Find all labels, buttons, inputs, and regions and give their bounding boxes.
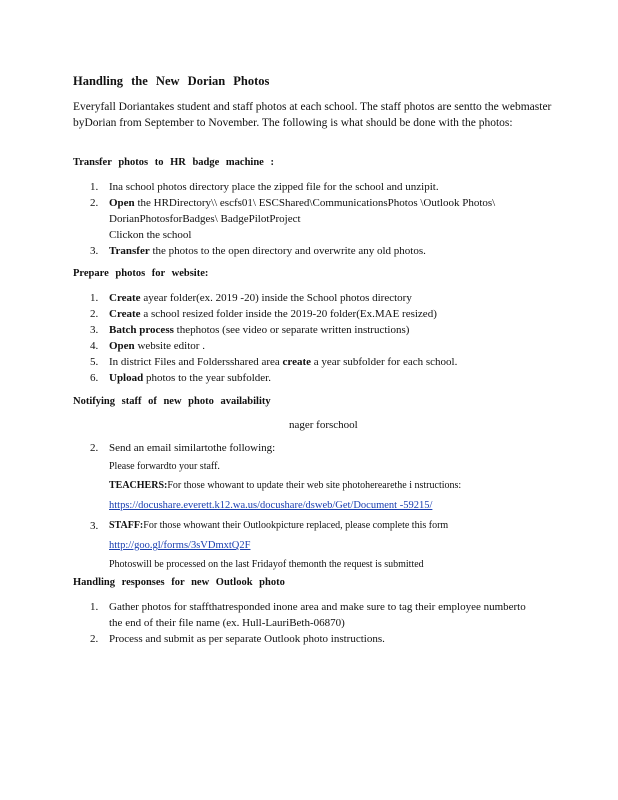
list-item: 2. Create a school resized folder inside the 2019-20 folder(Ex.MAE resized) bbox=[90, 308, 437, 320]
list-item: 2. Open the HRDirectory\\ escfs01\ ESCShared\CommunicationsPhotos \Outlook Photos\ DorianPhotosforBadges\ BadgePilotProject Clickon the school bbox=[90, 197, 496, 241]
notify-fragment: nager forschool bbox=[289, 419, 358, 431]
responses-list bbox=[90, 599, 530, 647]
responses-heading: Handling responses for new Outlook photo bbox=[73, 577, 285, 588]
forward-text: Please forwardto your staff. bbox=[109, 461, 220, 472]
list-item: 2. Send an email similartothe following: bbox=[90, 442, 276, 454]
list-item: 1. Ina school photos directory place the zipped file for the school and unzipit. bbox=[90, 181, 439, 193]
teachers-line: TEACHERS:For those whowant to update their web site photoherearethe i nstructions: bbox=[109, 480, 462, 491]
staff-link[interactable]: http://goo.gl/forms/3sVDmxtQ2F bbox=[109, 540, 251, 551]
list-item: 1. Gather photos for staffthatresponded inone area and make sure to tag their employee numberto the end of their file name (ex. Hull-LauriBeth-06870) bbox=[90, 601, 526, 629]
transfer-heading: Transfer photos to HR badge machine : bbox=[73, 157, 274, 168]
list-item: 4. Open website editor . bbox=[90, 340, 205, 352]
list-item: 5. In district Files and Foldersshared area create a year subfolder for each school. bbox=[90, 356, 458, 368]
list-item: 2. Process and submit as per separate Outlook photo instructions. bbox=[90, 633, 385, 645]
intro-paragraph: Everyfall Doriantakes student and staff photos at each school. The staff photos are sentto the webmaster byDorian from September to November. The following is what should be done with the photos: bbox=[73, 101, 552, 129]
list-item: 3. Transfer the photos to the open directory and overwrite any old photos. bbox=[90, 245, 426, 257]
prepare-heading: Prepare photos for website: bbox=[73, 268, 209, 279]
processed-note: Photoswill be processed on the last Fridayof themonth the request is submitted bbox=[109, 559, 424, 570]
notify-heading: Notifying staff of new photo availability bbox=[73, 396, 271, 407]
list-item: 3. Batch process thephotos (see video or separate written instructions) bbox=[90, 324, 410, 336]
teachers-link[interactable]: https://docushare.everett.k12.wa.us/docushare/dsweb/Get/Document -59215/ bbox=[109, 500, 433, 511]
notify-list-3 bbox=[90, 518, 530, 534]
list-item: 3. STAFF:For those whowant their Outlookpicture replaced, please complete this form bbox=[90, 520, 449, 532]
list-item: 6. Upload photos to the year subfolder. bbox=[90, 372, 271, 384]
document-title: Handling the New Dorian Photos bbox=[73, 74, 270, 88]
list-item: 1. Create ayear folder(ex. 2019 -20) inside the School photos directory bbox=[90, 292, 412, 304]
transfer-list bbox=[90, 179, 530, 259]
notify-list bbox=[90, 440, 530, 456]
prepare-list bbox=[90, 290, 530, 386]
